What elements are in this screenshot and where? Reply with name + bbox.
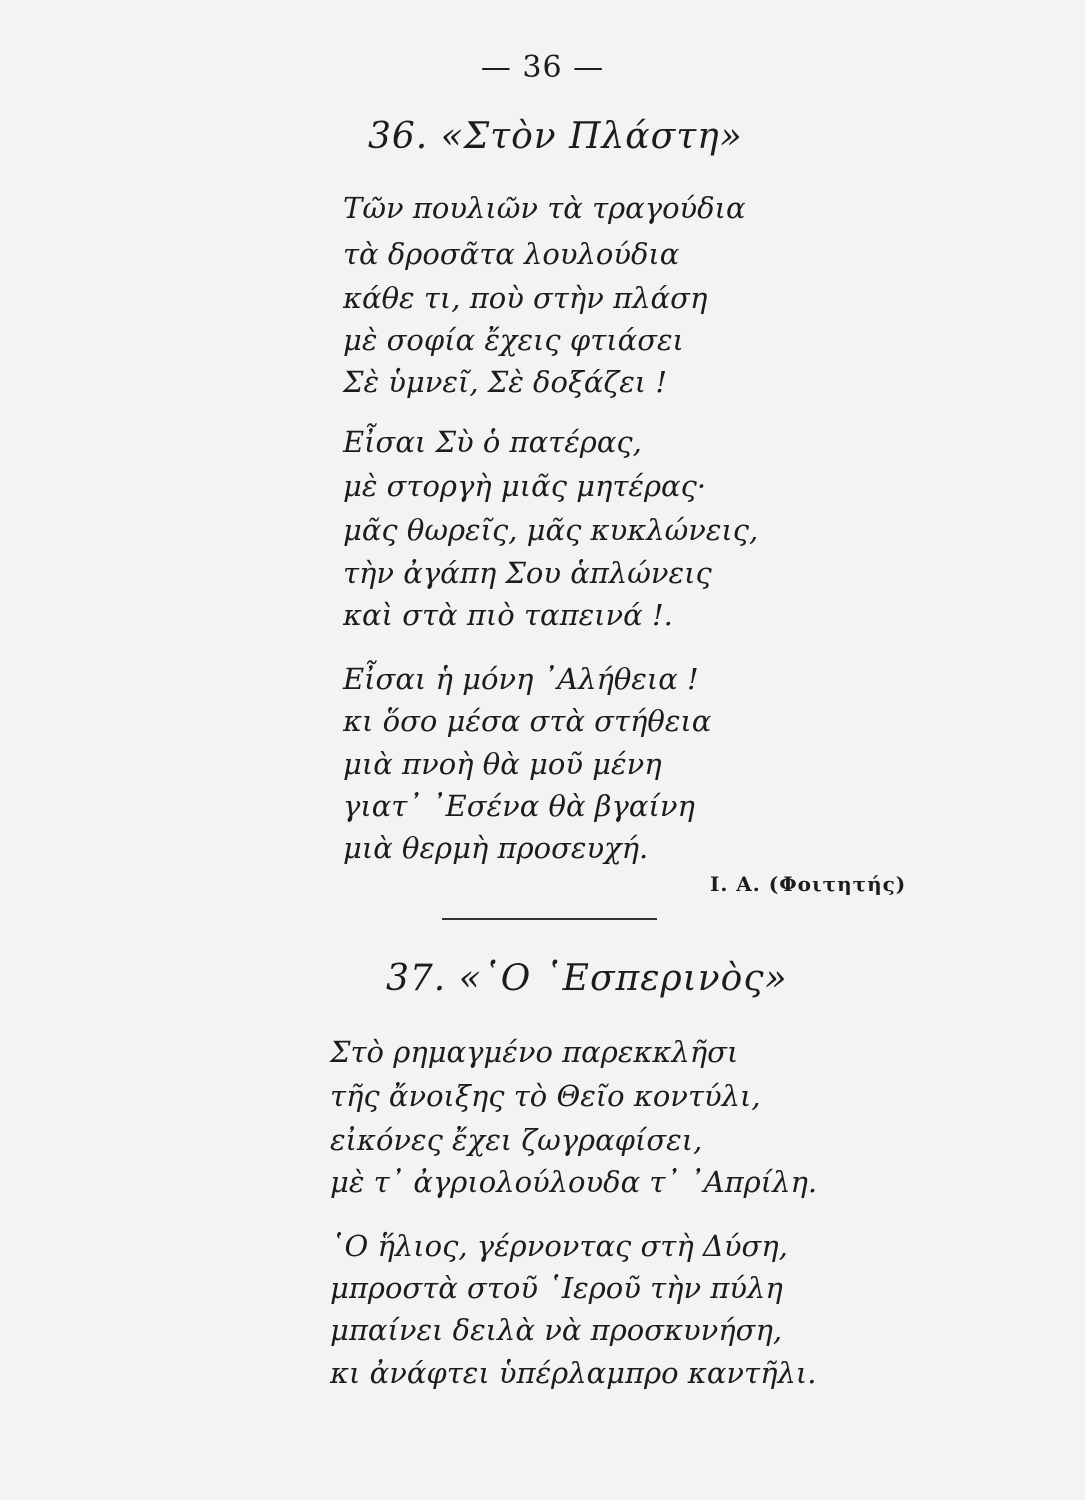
poem-line: Στὸ ρημαγμένο παρεκκλῆσι (330, 1035, 739, 1069)
poem-line: μπαίνει δειλὰ νὰ προσκυνήση, (330, 1313, 783, 1347)
poem-line: μιὰ θερμὴ προσευχή. (343, 831, 649, 865)
poem-line: ῾Ο ἥλιος, γέρνοντας στὴ Δύση, (330, 1229, 788, 1263)
poem-line: μὲ τ᾿ ἀγριολούλουδα τ᾿ ᾿Απρίλη. (330, 1165, 818, 1199)
poem-line: μᾶς θωρεῖς, μᾶς κυκλώνεις, (343, 513, 759, 547)
poem-line: κάθε τι, ποὺ στὴν πλάση (343, 281, 708, 315)
poem-line: Εἶσαι ἡ μόνη ᾿Αλήθεια ! (343, 662, 699, 696)
poem-author: Ι. Α. (Φοιτητής) (710, 872, 907, 896)
poem-line: τῆς ἄνοιξης τὸ Θεῖο κοντύλι, (330, 1079, 761, 1113)
section-divider (442, 918, 657, 920)
poem-line: Σὲ ὑμνεῖ, Σὲ δοξάζει ! (343, 365, 668, 399)
poem-line: Τῶν πουλιῶν τὰ τραγούδια (343, 191, 746, 225)
poem-line: κι ἀνάφτει ὑπέρλαμπρο καντῆλι. (330, 1356, 817, 1390)
page-number: — 36 — (480, 50, 605, 85)
poem-line: γιατ᾿ ᾿Εσένα θὰ βγαίνη (343, 789, 695, 823)
poem-line: κι ὅσο μέσα στὰ στήθεια (343, 704, 712, 738)
poem-line: τὴν ἀγάπη Σου ἁπλώνεις (343, 556, 712, 590)
poem-title: 37. «῾Ο ῾Εσπερινὸς» (386, 958, 788, 999)
poem-line: μὲ σοφία ἔχεις φτιάσει (343, 323, 684, 357)
poem-line: τὰ δροσᾶτα λουλούδια (343, 237, 680, 271)
poem-title: 36. «Στὸν Πλάστη» (368, 116, 743, 157)
poem-line: μιὰ πνοὴ θὰ μοῦ μένη (343, 747, 662, 781)
poem-line: Εἶσαι Σὺ ὁ πατέρας, (343, 425, 642, 459)
poem-line: εἰκόνες ἔχει ζωγραφίσει, (330, 1123, 703, 1157)
poem-line: μπροστὰ στοῦ ῾Ιεροῦ τὴν πύλη (330, 1271, 783, 1305)
poem-line: καὶ στὰ πιὸ ταπεινά !. (343, 598, 673, 632)
poem-line: μὲ στοργὴ μιᾶς μητέρας· (343, 469, 707, 503)
